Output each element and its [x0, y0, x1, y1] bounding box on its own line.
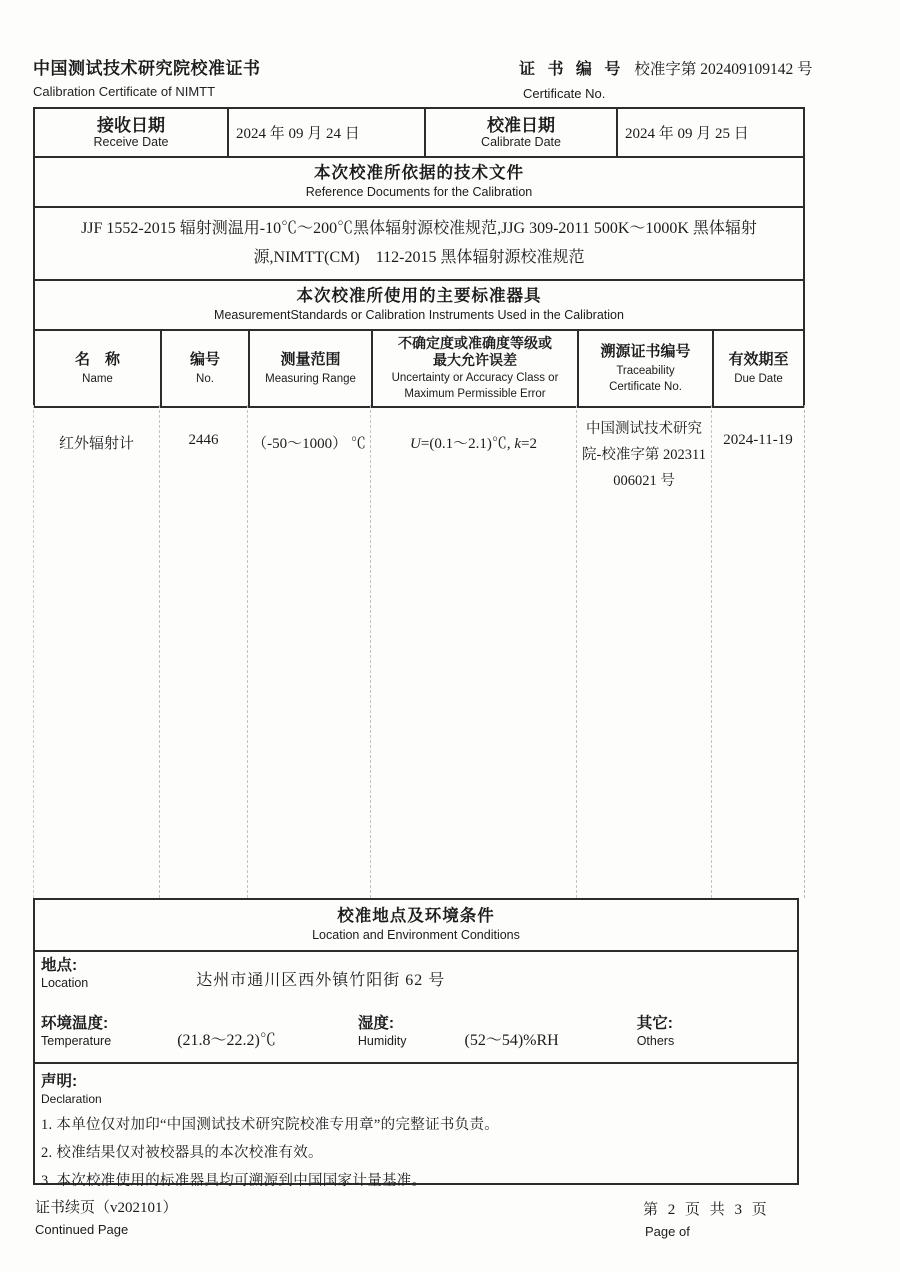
receive-date-label-cn: 接收日期: [97, 115, 165, 135]
uncertainty-cell: [371, 405, 577, 898]
footer-page-number-en: Page of: [645, 1224, 690, 1239]
column-uncertainty-en1: Uncertainty or Accuracy Class or: [391, 371, 559, 384]
location-environment-info: [35, 952, 797, 1062]
temperature-label: [41, 1015, 111, 1049]
others-label-en: Others: [636, 1033, 675, 1048]
footer-page-number-cn: 第 2 页 共 3 页: [643, 1202, 770, 1218]
receive-date-value: 2024 年 09 月 24 日: [229, 109, 426, 156]
location-value: 达州市通川区西外镇竹阳街 62 号: [196, 972, 446, 989]
column-uncertainty-cn2: 最大允许误差: [433, 352, 517, 369]
document-title: 中国测试技术研究院校准证书: [33, 59, 261, 78]
standards-column-headers: [35, 331, 803, 406]
column-due-cn: 有效期至: [728, 350, 789, 368]
column-range-en: Measuring Range: [265, 372, 356, 385]
location-section-header: [35, 900, 797, 952]
uncertainty-symbol-k: k: [514, 436, 521, 452]
uncertainty-mid: =(0.1～2.1)℃,: [420, 436, 515, 452]
reference-content-row: [35, 208, 803, 281]
uncertainty-symbol-u: U: [410, 436, 421, 452]
column-header-no: [162, 331, 250, 406]
others-label: [637, 1015, 675, 1049]
date-row: [35, 109, 803, 158]
calibrate-date-label-cn: 校准日期: [487, 115, 555, 135]
certificate-number-value: 校准字第 202409109142 号: [634, 61, 813, 78]
document-title-en: Calibration Certificate of NIMTT: [33, 84, 216, 99]
traceability-cell: 中国测试技术研究院-校准字第 202311006021 号: [577, 405, 712, 898]
column-header-range: [250, 331, 373, 406]
instrument-no-cell: 2446: [160, 405, 248, 898]
measuring-range-cell: （-50～1000） ℃: [248, 405, 371, 898]
location-label-en: Location: [41, 975, 89, 990]
column-no-cn: 编号: [189, 350, 220, 368]
reference-title-cn: 本次校准所依据的技术文件: [314, 163, 524, 182]
declaration-item-3: 3. 本次校准使用的标准器具均可溯源到中国国家计量基准。: [41, 1173, 427, 1189]
humidity-label-cn: 湿度:: [357, 1015, 395, 1032]
humidity-label: [358, 1015, 407, 1049]
calibrate-date-header: [426, 109, 618, 156]
declaration-label-en: Declaration: [41, 1092, 102, 1106]
due-date-cell: 2024-11-19: [723, 432, 793, 448]
column-due-en: Due Date: [734, 372, 783, 385]
column-range-cn: 测量范围: [280, 350, 341, 368]
reference-title-en: Reference Documents for the Calibration: [305, 185, 533, 200]
column-traceability-en2: Certificate No.: [609, 380, 682, 393]
reference-section-header: [35, 158, 803, 208]
column-uncertainty-en2: Maximum Permissible Error: [404, 388, 546, 401]
receive-date-header: [35, 109, 229, 156]
declaration-label-cn: 声明:: [41, 1073, 78, 1090]
footer-continued-page-cn: 证书续页（v202101）: [35, 1200, 178, 1216]
declaration-item-2: 2. 校准结果仅对被校器具的本次校准有效。: [41, 1145, 323, 1161]
column-traceability-cn: 溯源证书编号: [600, 342, 691, 360]
calibrate-date-value: 2024 年 09 月 25 日: [625, 126, 749, 142]
standards-table-body: [33, 405, 805, 898]
uncertainty-tail: =2: [521, 436, 537, 452]
certificate-number-label: 证 书 编 号: [519, 61, 625, 78]
calibrate-date-label-en: Calibrate Date: [481, 135, 561, 150]
column-header-uncertainty: [373, 331, 579, 406]
humidity-label-en: Humidity: [357, 1033, 407, 1048]
column-header-name: [35, 331, 162, 406]
location-label: [41, 957, 88, 991]
others-label-cn: 其它:: [636, 1015, 673, 1032]
temperature-value: (21.8～22.2)℃: [177, 1032, 276, 1049]
location-title-cn: 校准地点及环境条件: [337, 906, 495, 925]
column-header-traceability: [579, 331, 714, 406]
standards-section-header: [35, 281, 803, 331]
declaration-item-1: 1. 本单位仅对加印“中国测试技术研究院校准专用章”的完整证书负责。: [41, 1117, 500, 1133]
certificate-number-line: [519, 56, 813, 79]
standards-title-en: MeasurementStandards or Calibration Instruments Used in the Calibration: [214, 308, 624, 323]
reference-documents-text: JJF 1552-2015 辐射测温用-10℃～200℃黑体辐射源校准规范,JJG 309-2011 500K～1000K 黑体辐射源,NIMTT(CM) 112-2015 黑体辐射源校准规范: [81, 219, 757, 266]
temperature-label-en: Temperature: [41, 1033, 112, 1048]
column-name-en: Name: [82, 372, 113, 385]
column-header-due: [714, 331, 803, 406]
column-name-cn: 名 称: [74, 350, 120, 368]
environment-line: [41, 1015, 797, 1050]
location-environment-box: [33, 898, 799, 1189]
main-table: [33, 107, 805, 408]
declaration-section: [35, 1062, 797, 1189]
humidity-value: (52～54)%RH: [464, 1032, 559, 1049]
column-traceability-en1: Traceability: [616, 364, 675, 377]
location-title-en: Location and Environment Conditions: [312, 928, 520, 943]
standards-title-cn: 本次校准所使用的主要标准器具: [296, 286, 542, 305]
receive-date-label-en: Receive Date: [93, 135, 169, 150]
column-no-en: No.: [196, 372, 214, 385]
column-uncertainty-cn1: 不确定度或准确度等级或: [398, 335, 552, 352]
location-label-cn: 地点:: [41, 957, 78, 974]
certificate-number-label-en: Certificate No.: [523, 86, 606, 101]
footer-continued-page-en: Continued Page: [35, 1222, 129, 1237]
instrument-name-cell: 红外辐射计: [34, 405, 160, 898]
temperature-label-cn: 环境温度:: [41, 1015, 109, 1032]
location-line: [41, 957, 797, 1009]
